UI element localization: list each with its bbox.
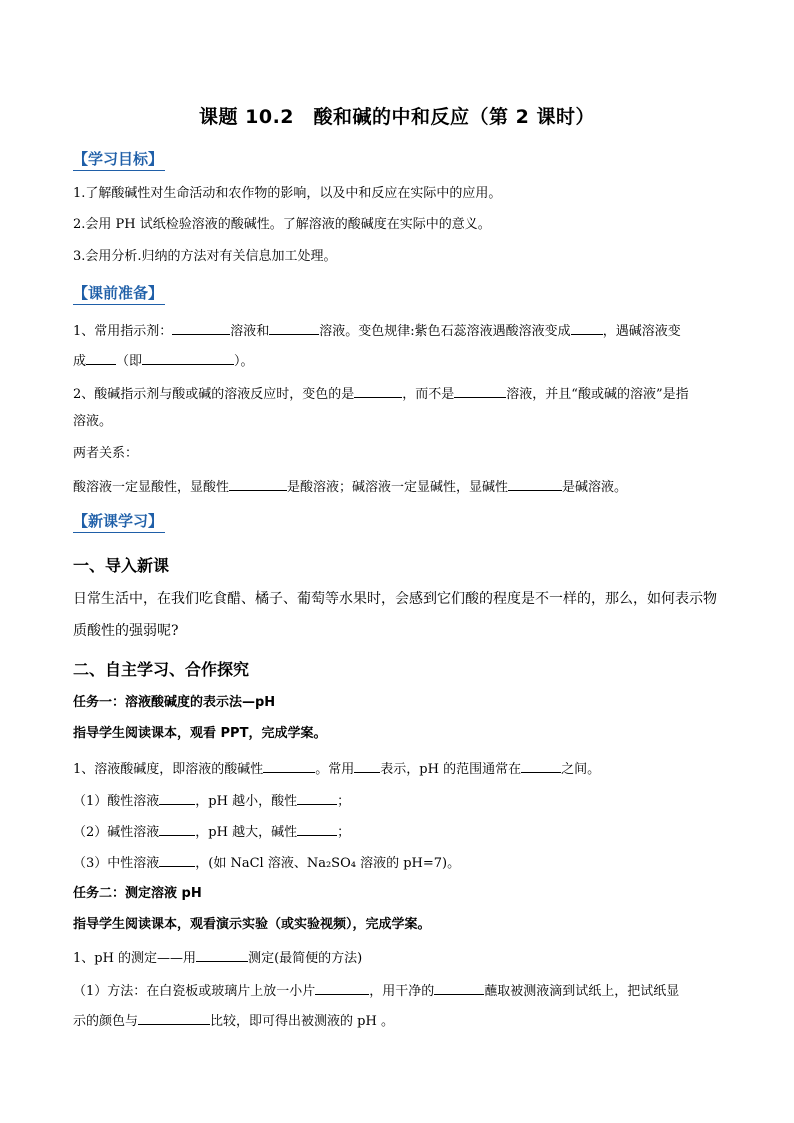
subsection-heading: 二、自主学习、合作探究: [73, 660, 250, 679]
text: 1、常用指示剂：: [73, 324, 173, 339]
subsection-heading: 一、导入新课: [73, 556, 170, 575]
text: 表示，pH 的范围通常在: [380, 762, 522, 777]
prep-question-2-cont: 溶液。: [73, 414, 113, 429]
text: ，而不是: [402, 387, 455, 402]
text: 1、pH 的测定——用: [73, 951, 197, 966]
text: 溶液，并且“酸或碱的溶液”是指: [506, 387, 689, 402]
answer-blank[interactable]: [86, 352, 116, 365]
answer-blank[interactable]: [508, 478, 562, 491]
answer-blank[interactable]: [521, 760, 561, 773]
relation-label: 两者关系：: [73, 446, 139, 461]
text: 比较，即可得出被测液的 pH 。: [210, 1014, 394, 1029]
answer-blank[interactable]: [159, 792, 195, 805]
answer-blank[interactable]: [142, 352, 234, 365]
prep-question-2: [73, 385, 689, 403]
relation-line: [73, 478, 627, 496]
text: 成: [73, 354, 87, 369]
answer-blank[interactable]: [159, 823, 195, 836]
answer-blank[interactable]: [354, 385, 402, 398]
answer-blank[interactable]: [315, 982, 369, 995]
answer-blank[interactable]: [196, 949, 248, 962]
task2-question-3: [73, 1012, 394, 1030]
text: 溶液和: [230, 324, 270, 339]
answer-blank[interactable]: [263, 760, 315, 773]
task1-question-3: [73, 823, 350, 841]
task-heading: 任务一：溶液酸碱度的表示法—pH: [73, 695, 276, 710]
text: 是碱溶液。: [562, 480, 628, 495]
intro-line: 日常生活中，在我们吃食醋、橘子、葡萄等水果时，会感到它们酸的程度是不一样的，那么，如何表示物: [73, 591, 717, 607]
prep-question-1-cont: [73, 352, 254, 370]
task1-question-4: [73, 854, 460, 872]
task2-question-2: [73, 982, 679, 1000]
prep-question-1: [73, 322, 681, 340]
text: 示的颜色与: [73, 1014, 139, 1029]
text: ，pH 越小，酸性: [195, 794, 298, 809]
answer-blank[interactable]: [434, 982, 484, 995]
answer-blank[interactable]: [297, 792, 337, 805]
text: （1）酸性溶液: [73, 794, 160, 809]
text: （即: [116, 354, 143, 369]
answer-blank[interactable]: [454, 385, 506, 398]
section-goals-heading: 【学习目标】: [73, 148, 165, 171]
text: ，用干净的: [369, 984, 435, 999]
task1-question-2: [73, 792, 350, 810]
task1-question-1: [73, 760, 600, 778]
answer-blank[interactable]: [172, 322, 230, 335]
text: ；: [337, 825, 351, 840]
text: 是酸溶液；碱溶液一定显碱性，显碱性: [287, 480, 509, 495]
guide-line: 指导学生阅读课本，观看演示实验（或实验视频），完成学案。: [73, 917, 431, 932]
text: 测定(最简便的方法): [248, 951, 363, 966]
text: 之间。: [561, 762, 601, 777]
text: （1）方法：在白瓷板或玻璃片上放一小片: [73, 984, 316, 999]
intro-line: 质酸性的强弱呢?: [73, 623, 179, 639]
page-title: 课题 10.2 酸和碱的中和反应（第 2 课时）: [199, 106, 595, 128]
text: ，(如 NaCl 溶液、Na₂SO₄ 溶液的 pH=7)。: [195, 856, 461, 871]
text: ，pH 越大，碱性: [195, 825, 298, 840]
guide-line: 指导学生阅读课本，观看 PPT，完成学案。: [73, 726, 327, 741]
text: ，遇碱溶液变: [602, 324, 681, 339]
task-heading: 任务二：测定溶液 pH: [73, 886, 202, 901]
text: ；: [337, 794, 351, 809]
answer-blank[interactable]: [297, 823, 337, 836]
answer-blank[interactable]: [571, 322, 603, 335]
answer-blank[interactable]: [138, 1012, 210, 1025]
answer-blank[interactable]: [269, 322, 319, 335]
goal-item: 1.了解酸碱性对生命活动和农作物的影响，以及中和反应在实际中的应用。: [73, 186, 502, 201]
text: 。常用: [315, 762, 355, 777]
text: 1、溶液酸碱度，即溶液的酸碱性: [73, 762, 264, 777]
text: ）。: [234, 354, 254, 369]
answer-blank[interactable]: [159, 854, 195, 867]
text: （2）碱性溶液: [73, 825, 160, 840]
task2-question-1: [73, 949, 362, 967]
text: 2、酸碱指示剂与酸或碱的溶液反应时，变色的是: [73, 387, 355, 402]
section-new-heading: 【新课学习】: [73, 510, 165, 533]
answer-blank[interactable]: [354, 760, 380, 773]
goal-item: 3.会用分析.归纳的方法对有关信息加工处理。: [73, 249, 337, 264]
text: 蘸取被测液滴到试纸上，把试纸显: [484, 984, 680, 999]
section-prep-heading: 【课前准备】: [73, 282, 165, 305]
text: （3）中性溶液: [73, 856, 160, 871]
text: 溶液。变色规律:紫色石蕊溶液遇酸溶液变成: [319, 324, 571, 339]
goal-item: 2.会用 PH 试纸检验溶液的酸碱性。了解溶液的酸碱度在实际中的意义。: [73, 217, 491, 232]
answer-blank[interactable]: [229, 478, 287, 491]
text: 酸溶液一定显酸性，显酸性: [73, 480, 230, 495]
